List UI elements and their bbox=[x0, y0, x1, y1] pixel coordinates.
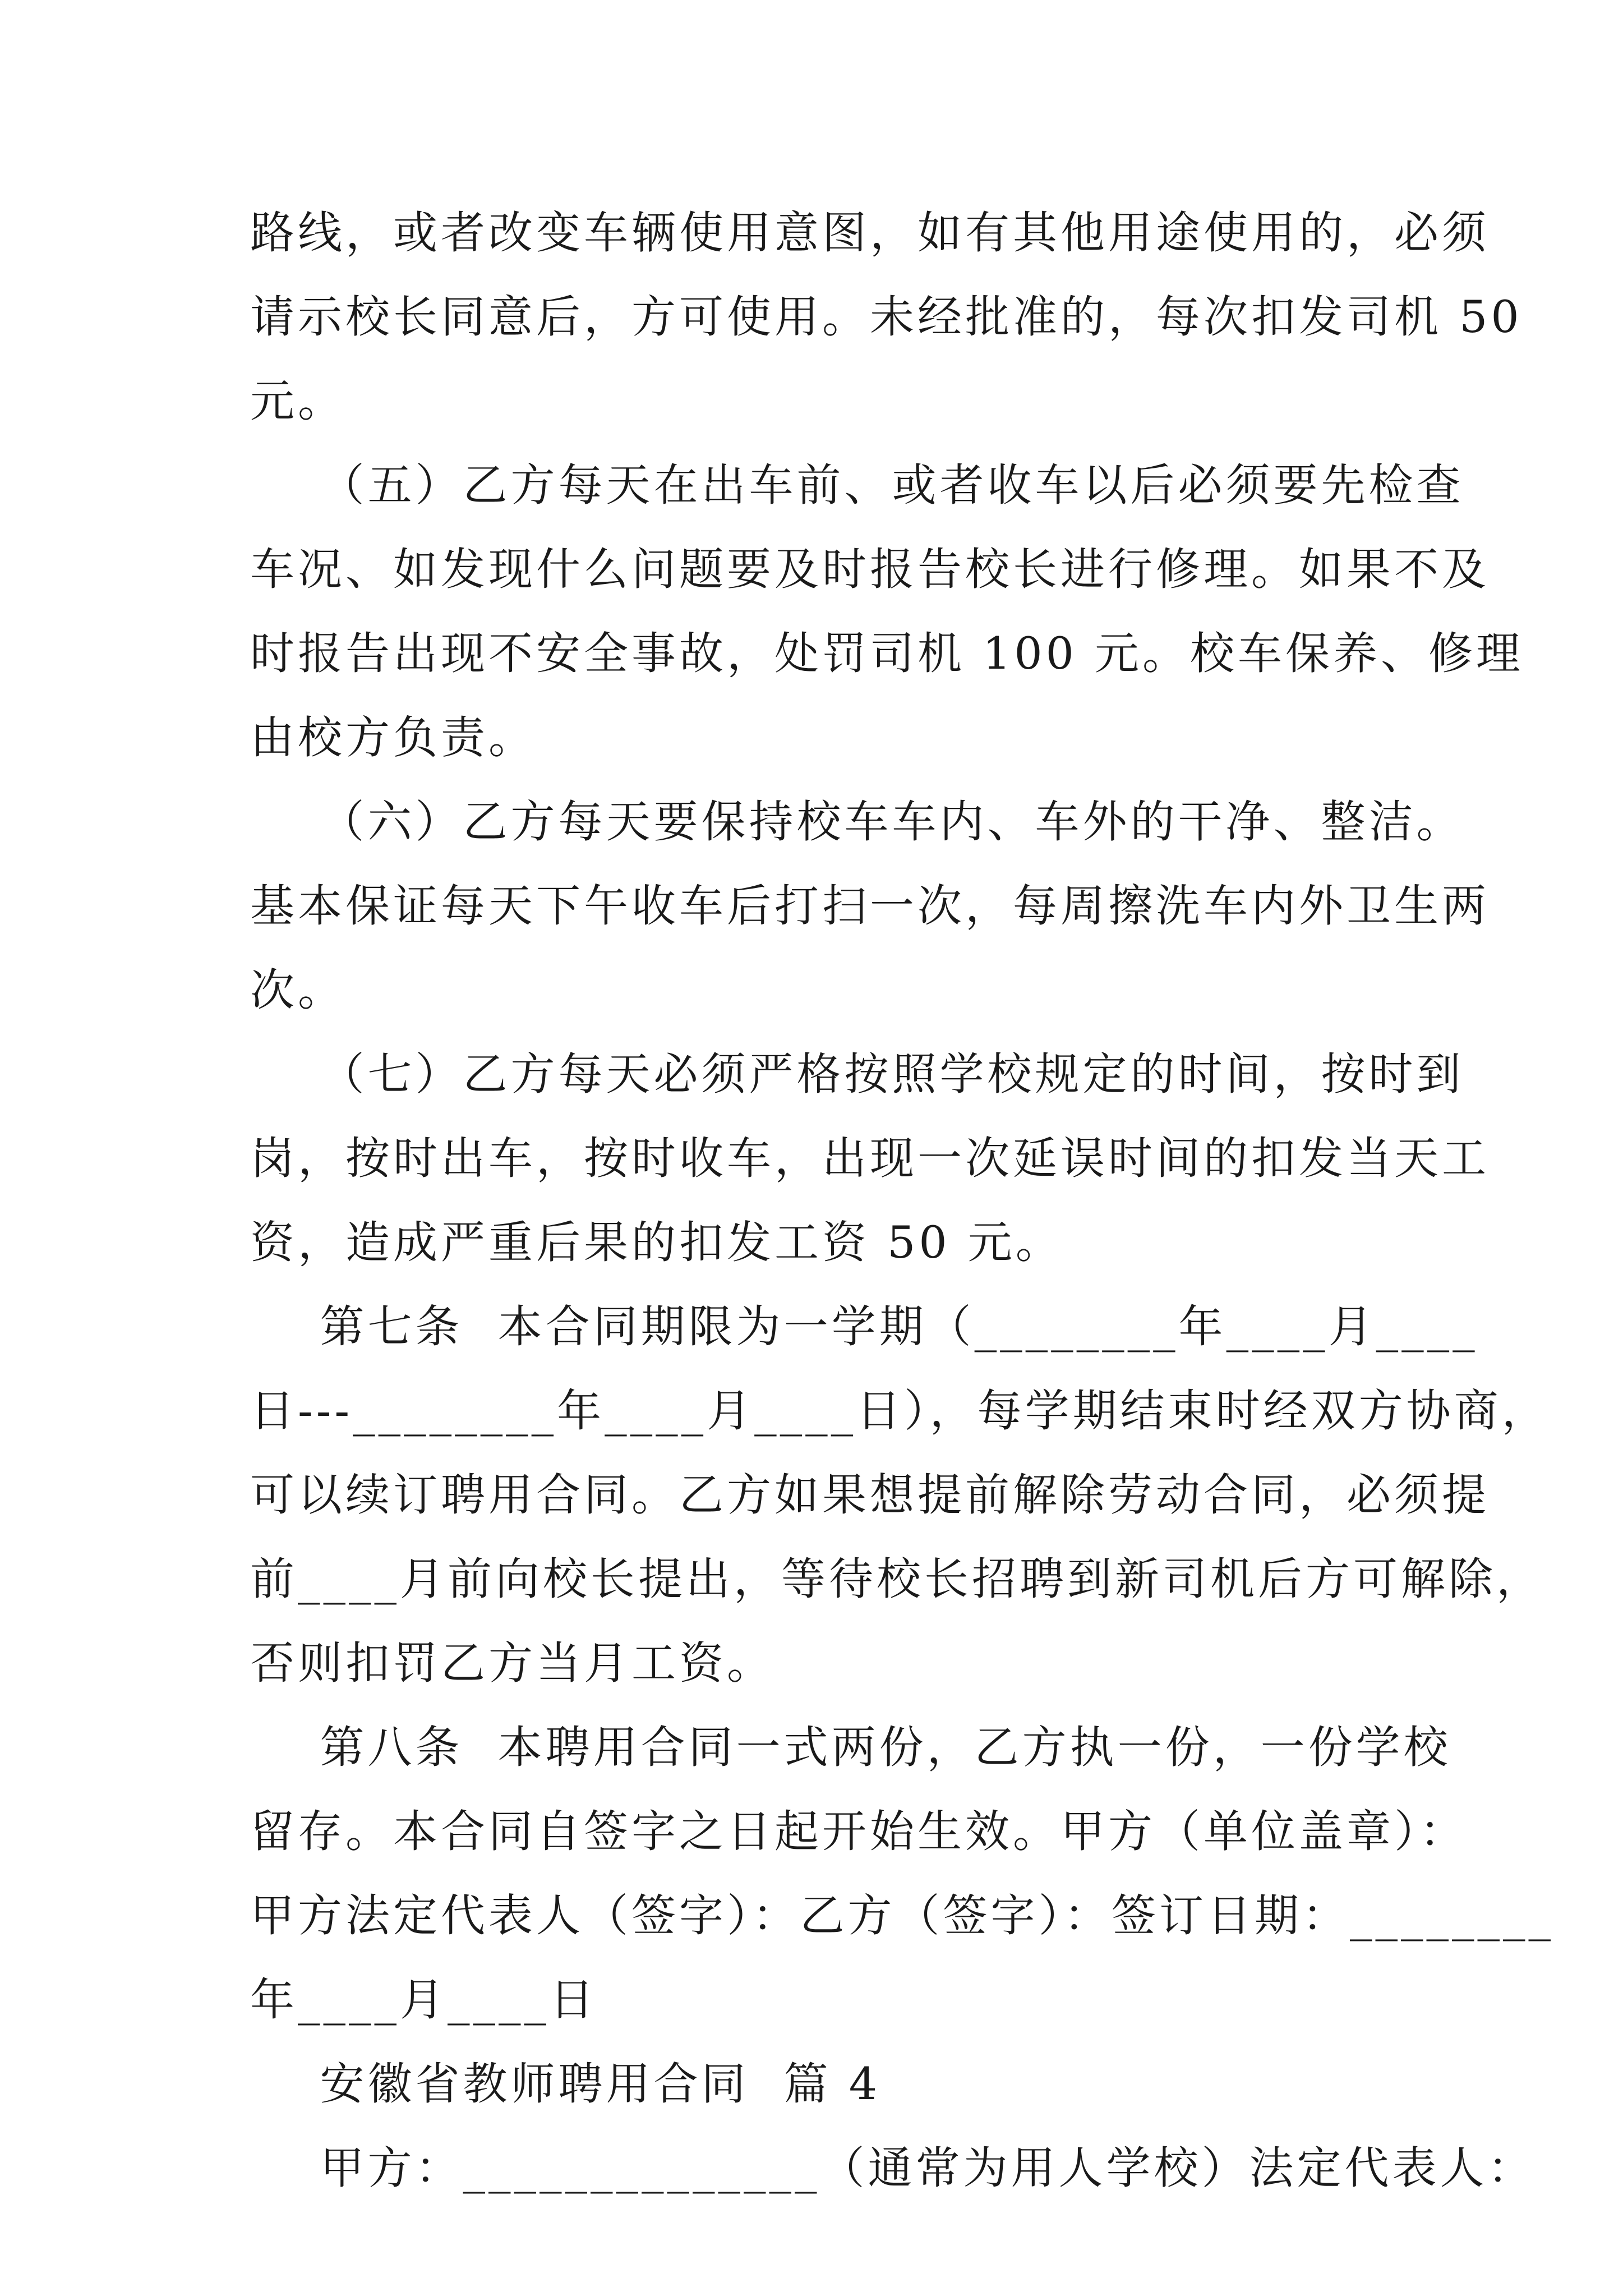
text-line: 年____月____日 bbox=[250, 1974, 597, 2026]
text-line: 否则扣罚乙方当月工资。 bbox=[250, 1637, 774, 1689]
text-line: 可以续订聘用合同。乙方如果想提前解除劳动合同，必须提 bbox=[250, 1469, 1490, 1521]
text-line: 请示校长同意后，方可使用。未经批准的，每次扣发司机 50 bbox=[250, 291, 1523, 343]
document-body bbox=[250, 191, 1554, 2210]
article-seven: 第七条 本合同期限为一学期（________年____月____ bbox=[250, 1301, 1478, 1352]
text-line: 甲方法定代表人（签字）：乙方（签字）：签订日期：________ bbox=[250, 1890, 1554, 1941]
text-line: 基本保证每天下午收车后打扫一次，每周擦洗车内外卫生两 bbox=[250, 880, 1490, 932]
section-heading: 安徽省教师聘用合同 篇 4 bbox=[250, 2058, 881, 2110]
text-line: 车况、如发现什么问题要及时报告校长进行修理。如果不及 bbox=[250, 544, 1490, 595]
party-a-line: 甲方：______________（通常为用人学校）法定代表人： bbox=[250, 2142, 1536, 2194]
text-line: 次。 bbox=[250, 964, 345, 1016]
paragraph-item-seven: （七）乙方每天必须严格按照学校规定的时间，按时到 bbox=[250, 1048, 1464, 1100]
text-line: 时报告出现不安全事故，处罚司机 100 元。校车保养、修理 bbox=[250, 628, 1524, 679]
text-line: 岗，按时出车，按时收车，出现一次延误时间的扣发当天工 bbox=[250, 1133, 1490, 1184]
text-line: 留存。本合同自签字之日起开始生效。甲方（单位盖章）： bbox=[250, 1806, 1468, 1857]
text-line: 元。 bbox=[250, 375, 345, 427]
paragraph-item-five: （五）乙方每天在出车前、或者收车以后必须要先检查 bbox=[250, 459, 1464, 511]
text-line: 资，造成严重后果的扣发工资 50 元。 bbox=[250, 1217, 1063, 1268]
text-line: 路线，或者改变车辆使用意图，如有其他用途使用的，必须 bbox=[250, 207, 1490, 259]
text-line: 由校方负责。 bbox=[250, 712, 536, 763]
article-eight: 第八条 本聘用合同一式两份，乙方执一份，一份学校 bbox=[250, 1722, 1451, 1773]
paragraph-item-six: （六）乙方每天要保持校车车内、车外的干净、整洁。 bbox=[250, 796, 1464, 848]
text-line: 日---________年____月____日），每学期结束时经双方协商， bbox=[250, 1385, 1550, 1437]
text-line: 前____月前向校长提出，等待校长招聘到新司机后方可解除， bbox=[250, 1553, 1544, 1605]
